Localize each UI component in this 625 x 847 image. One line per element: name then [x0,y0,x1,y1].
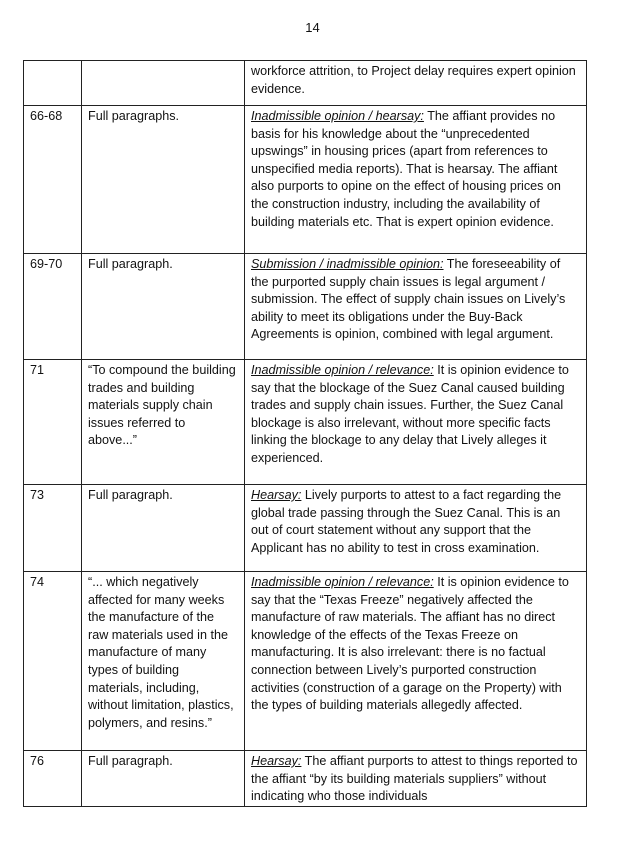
paragraph-number-cell: 74 [24,572,82,751]
table-row [24,572,587,751]
objection-text: The affiant provides no basis for his knowledge about the “unprecedented upswings” in housing prices (apart from references to unspecified media reports). That is hearsay. The affiant also purports to opine on the effect of housing prices on the construction industry, including the availability of building materials etc. That is expert opinion evidence. [251,109,561,229]
objection-cell [245,106,587,254]
impugned-passage-cell: Full paragraph. [82,254,245,360]
impugned-passage-cell: “To compound the building trades and building materials supply chain issues referred to above...” [82,360,245,485]
objection-cell [245,572,587,751]
objection-category: Inadmissible opinion / relevance: [251,575,434,589]
objection-cell [245,485,587,572]
table-row [24,61,587,106]
impugned-passage-cell: Full paragraph. [82,485,245,572]
objection-text: The affiant purports to attest to things reported to the affiant “by its building materials suppliers” without indicating who those individuals [251,754,578,804]
objection-cell [245,61,587,106]
paragraph-number-cell [24,61,82,106]
impugned-passage-cell: “... which negatively affected for many weeks the manufacture of the raw materials used in the manufacture of many types of building materials, including, without limitation, plastics, polymers, and resins.” [82,572,245,751]
paragraph-number-cell: 76 [24,751,82,807]
objection-cell [245,360,587,485]
objection-category: Submission / inadmissible opinion: [251,257,444,271]
paragraph-number-cell: 73 [24,485,82,572]
paragraph-number-cell: 66-68 [24,106,82,254]
objection-cell [245,751,587,807]
objection-text: It is opinion evidence to say that the blockage of the Suez Canal caused building trades and supply chain issues. Further, the Suez Canal blockage is also irrelevant, without more specific facts linking the blockage to any delay that Lively alleges it experienced. [251,363,569,465]
table-row [24,254,587,360]
objection-text: Lively purports to attest to a fact regarding the global trade passing through the Suez Canal. This is an out of court statement without any support that the Applicant has no ability to test in cross examination. [251,488,562,555]
page-number: 14 [305,20,320,35]
objection-text: It is opinion evidence to say that the “Texas Freeze” negatively affected the manufacture of raw materials. The affiant has no direct knowledge of the effects of the Texas Freeze on manufacturing. It is also irrelevant: there is no factual connection between Lively’s purported construction activities (construction of a garage on the Property) with the types of building materials allegedly affected. [251,575,569,713]
impugned-passage-cell: Full paragraphs. [82,106,245,254]
objection-category: Inadmissible opinion / hearsay: [251,109,424,123]
objection-category: Inadmissible opinion / relevance: [251,363,434,377]
table-row [24,751,587,807]
table-row [24,360,587,485]
objections-table [23,60,587,807]
impugned-passage-cell [82,61,245,106]
paragraph-number-cell: 71 [24,360,82,485]
objection-text: workforce attrition, to Project delay requires expert opinion evidence. [251,64,576,96]
impugned-passage-cell: Full paragraph. [82,751,245,807]
table-row [24,106,587,254]
table-row [24,485,587,572]
objection-cell [245,254,587,360]
paragraph-number-cell: 69-70 [24,254,82,360]
objection-category: Hearsay: [251,488,302,502]
objection-category: Hearsay: [251,754,302,768]
objection-text: The foreseeability of the purported supply chain issues is legal argument / submission. The effect of supply chain issues on Lively’s ability to meet its obligations under the Buy-Back Agreements is opinion, combined with legal argument. [251,257,566,342]
